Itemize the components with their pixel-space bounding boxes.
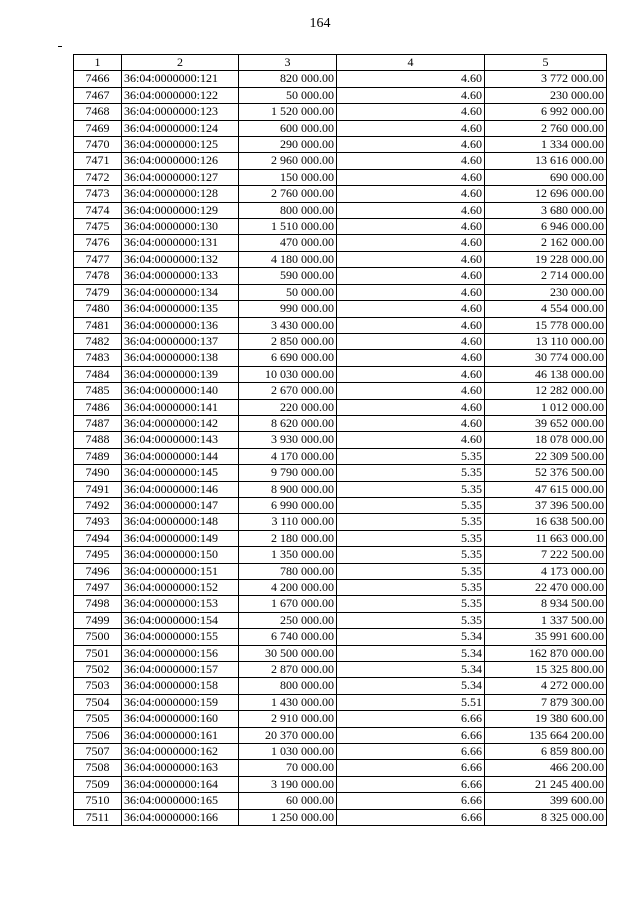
cadastral-number-cell: 36:04:0000000:145 [122,465,239,481]
value-cell: 6 740 000.00 [239,629,337,645]
row-number-cell: 7494 [74,530,122,546]
total-cell: 6 946 000.00 [485,219,607,235]
rate-cell: 6.66 [337,793,485,809]
value-cell: 250 000.00 [239,612,337,628]
value-cell: 6 990 000.00 [239,497,337,513]
rate-cell: 4.60 [337,251,485,267]
rate-cell: 5.51 [337,694,485,710]
table-row [74,383,607,399]
column-header: 3 [239,55,337,71]
rate-cell: 4.60 [337,104,485,120]
table-row [74,350,607,366]
total-cell: 19 228 000.00 [485,251,607,267]
rate-cell: 6.66 [337,809,485,825]
value-cell: 2 870 000.00 [239,662,337,678]
rate-cell: 4.60 [337,219,485,235]
total-cell: 6 992 000.00 [485,104,607,120]
row-number-cell: 7510 [74,793,122,809]
value-cell: 1 510 000.00 [239,219,337,235]
table-row [74,776,607,792]
rate-cell: 6.66 [337,776,485,792]
row-number-cell: 7502 [74,662,122,678]
data-table [73,54,607,826]
cadastral-number-cell: 36:04:0000000:138 [122,350,239,366]
table-row [74,563,607,579]
table-row [74,301,607,317]
rate-cell: 4.60 [337,350,485,366]
cadastral-number-cell: 36:04:0000000:122 [122,87,239,103]
total-cell: 18 078 000.00 [485,432,607,448]
cadastral-number-cell: 36:04:0000000:148 [122,514,239,530]
cadastral-number-cell: 36:04:0000000:154 [122,612,239,628]
row-number-cell: 7509 [74,776,122,792]
value-cell: 820 000.00 [239,71,337,87]
row-number-cell: 7467 [74,87,122,103]
total-cell: 22 470 000.00 [485,580,607,596]
table-row [74,153,607,169]
table-row [74,87,607,103]
table-row [74,137,607,153]
table-row [74,186,607,202]
rate-cell: 4.60 [337,137,485,153]
total-cell: 1 012 000.00 [485,399,607,415]
value-cell: 3 190 000.00 [239,776,337,792]
value-cell: 10 030 000.00 [239,366,337,382]
row-number-cell: 7486 [74,399,122,415]
total-cell: 46 138 000.00 [485,366,607,382]
total-cell: 13 616 000.00 [485,153,607,169]
cadastral-number-cell: 36:04:0000000:155 [122,629,239,645]
cadastral-number-cell: 36:04:0000000:134 [122,284,239,300]
value-cell: 9 790 000.00 [239,465,337,481]
cadastral-number-cell: 36:04:0000000:126 [122,153,239,169]
cadastral-number-cell: 36:04:0000000:153 [122,596,239,612]
cadastral-number-cell: 36:04:0000000:124 [122,120,239,136]
table-row [74,169,607,185]
total-cell: 399 600.00 [485,793,607,809]
cadastral-number-cell: 36:04:0000000:129 [122,202,239,218]
row-number-cell: 7471 [74,153,122,169]
cadastral-number-cell: 36:04:0000000:157 [122,662,239,678]
total-cell: 230 000.00 [485,87,607,103]
row-number-cell: 7475 [74,219,122,235]
cadastral-number-cell: 36:04:0000000:159 [122,694,239,710]
cadastral-number-cell: 36:04:0000000:125 [122,137,239,153]
row-number-cell: 7489 [74,448,122,464]
rate-cell: 5.34 [337,629,485,645]
total-cell: 2 162 000.00 [485,235,607,251]
value-cell: 3 110 000.00 [239,514,337,530]
row-number-cell: 7478 [74,268,122,284]
cadastral-number-cell: 36:04:0000000:141 [122,399,239,415]
rate-cell: 5.35 [337,563,485,579]
row-number-cell: 7469 [74,120,122,136]
rate-cell: 4.60 [337,284,485,300]
rate-cell: 6.66 [337,760,485,776]
value-cell: 3 930 000.00 [239,432,337,448]
total-cell: 47 615 000.00 [485,481,607,497]
table-row [74,678,607,694]
cadastral-number-cell: 36:04:0000000:150 [122,547,239,563]
cadastral-number-cell: 36:04:0000000:158 [122,678,239,694]
value-cell: 4 200 000.00 [239,580,337,596]
value-cell: 220 000.00 [239,399,337,415]
rate-cell: 5.35 [337,580,485,596]
total-cell: 12 282 000.00 [485,383,607,399]
table-row [74,645,607,661]
row-number-cell: 7507 [74,744,122,760]
table-row [74,415,607,431]
rate-cell: 4.60 [337,366,485,382]
column-header: 4 [337,55,485,71]
value-cell: 290 000.00 [239,137,337,153]
total-cell: 3 772 000.00 [485,71,607,87]
cadastral-number-cell: 36:04:0000000:163 [122,760,239,776]
cadastral-number-cell: 36:04:0000000:156 [122,645,239,661]
rate-cell: 4.60 [337,432,485,448]
table-row [74,514,607,530]
column-header: 2 [122,55,239,71]
value-cell: 8 900 000.00 [239,481,337,497]
table-row [74,727,607,743]
row-number-cell: 7488 [74,432,122,448]
value-cell: 990 000.00 [239,301,337,317]
row-number-cell: 7470 [74,137,122,153]
total-cell: 13 110 000.00 [485,333,607,349]
table-row [74,547,607,563]
rate-cell: 4.60 [337,415,485,431]
rate-cell: 6.66 [337,727,485,743]
table-row [74,711,607,727]
cadastral-number-cell: 36:04:0000000:143 [122,432,239,448]
rate-cell: 4.60 [337,87,485,103]
rate-cell: 5.34 [337,662,485,678]
cadastral-number-cell: 36:04:0000000:164 [122,776,239,792]
value-cell: 2 670 000.00 [239,383,337,399]
row-number-cell: 7495 [74,547,122,563]
value-cell: 50 000.00 [239,87,337,103]
cadastral-number-cell: 36:04:0000000:130 [122,219,239,235]
row-number-cell: 7473 [74,186,122,202]
cadastral-number-cell: 36:04:0000000:139 [122,366,239,382]
row-number-cell: 7483 [74,350,122,366]
row-number-cell: 7493 [74,514,122,530]
rate-cell: 5.35 [337,497,485,513]
total-cell: 22 309 500.00 [485,448,607,464]
rate-cell: 5.34 [337,645,485,661]
value-cell: 30 500 000.00 [239,645,337,661]
value-cell: 1 250 000.00 [239,809,337,825]
value-cell: 2 910 000.00 [239,711,337,727]
table-row [74,809,607,825]
value-cell: 6 690 000.00 [239,350,337,366]
row-number-cell: 7511 [74,809,122,825]
table-row [74,71,607,87]
cadastral-number-cell: 36:04:0000000:128 [122,186,239,202]
value-cell: 800 000.00 [239,202,337,218]
cadastral-number-cell: 36:04:0000000:132 [122,251,239,267]
total-cell: 4 554 000.00 [485,301,607,317]
rate-cell: 4.60 [337,317,485,333]
value-cell: 600 000.00 [239,120,337,136]
table-row [74,481,607,497]
row-number-cell: 7476 [74,235,122,251]
total-cell: 21 245 400.00 [485,776,607,792]
total-cell: 19 380 600.00 [485,711,607,727]
value-cell: 780 000.00 [239,563,337,579]
row-number-cell: 7472 [74,169,122,185]
total-cell: 230 000.00 [485,284,607,300]
cadastral-number-cell: 36:04:0000000:151 [122,563,239,579]
cadastral-number-cell: 36:04:0000000:135 [122,301,239,317]
row-number-cell: 7481 [74,317,122,333]
total-cell: 12 696 000.00 [485,186,607,202]
cadastral-number-cell: 36:04:0000000:161 [122,727,239,743]
total-cell: 35 991 600.00 [485,629,607,645]
total-cell: 6 859 800.00 [485,744,607,760]
row-number-cell: 7466 [74,71,122,87]
table-row [74,448,607,464]
column-header: 5 [485,55,607,71]
value-cell: 2 960 000.00 [239,153,337,169]
row-number-cell: 7490 [74,465,122,481]
table-row [74,760,607,776]
total-cell: 11 663 000.00 [485,530,607,546]
value-cell: 150 000.00 [239,169,337,185]
value-cell: 2 180 000.00 [239,530,337,546]
table-row [74,580,607,596]
rate-cell: 5.35 [337,612,485,628]
rate-cell: 6.66 [337,711,485,727]
rate-cell: 4.60 [337,268,485,284]
rate-cell: 5.34 [337,678,485,694]
row-number-cell: 7468 [74,104,122,120]
column-header: 1 [74,55,122,71]
table-row [74,202,607,218]
value-cell: 1 520 000.00 [239,104,337,120]
cadastral-number-cell: 36:04:0000000:144 [122,448,239,464]
total-cell: 4 272 000.00 [485,678,607,694]
rate-cell: 5.35 [337,514,485,530]
row-number-cell: 7506 [74,727,122,743]
value-cell: 2 850 000.00 [239,333,337,349]
rate-cell: 4.60 [337,153,485,169]
row-number-cell: 7498 [74,596,122,612]
row-number-cell: 7508 [74,760,122,776]
table-row [74,793,607,809]
cadastral-number-cell: 36:04:0000000:146 [122,481,239,497]
row-number-cell: 7499 [74,612,122,628]
row-number-cell: 7492 [74,497,122,513]
value-cell: 590 000.00 [239,268,337,284]
table-row [74,366,607,382]
cadastral-number-cell: 36:04:0000000:140 [122,383,239,399]
total-cell: 4 173 000.00 [485,563,607,579]
total-cell: 162 870 000.00 [485,645,607,661]
total-cell: 15 778 000.00 [485,317,607,333]
rate-cell: 4.60 [337,120,485,136]
rate-cell: 5.35 [337,481,485,497]
total-cell: 39 652 000.00 [485,415,607,431]
table-row [74,612,607,628]
cadastral-number-cell: 36:04:0000000:137 [122,333,239,349]
total-cell: 690 000.00 [485,169,607,185]
table-row [74,465,607,481]
cadastral-number-cell: 36:04:0000000:123 [122,104,239,120]
total-cell: 7 222 500.00 [485,547,607,563]
table-row [74,235,607,251]
value-cell: 1 350 000.00 [239,547,337,563]
row-number-cell: 7497 [74,580,122,596]
page-number: 164 [309,16,331,31]
table-row [74,219,607,235]
value-cell: 60 000.00 [239,793,337,809]
total-cell: 135 664 200.00 [485,727,607,743]
cadastral-number-cell: 36:04:0000000:149 [122,530,239,546]
table-row [74,744,607,760]
cadastral-number-cell: 36:04:0000000:160 [122,711,239,727]
row-number-cell: 7504 [74,694,122,710]
table-row [74,104,607,120]
total-cell: 466 200.00 [485,760,607,776]
table-row [74,662,607,678]
row-number-cell: 7477 [74,251,122,267]
value-cell: 70 000.00 [239,760,337,776]
table-row [74,694,607,710]
value-cell: 1 030 000.00 [239,744,337,760]
total-cell: 37 396 500.00 [485,497,607,513]
row-number-cell: 7482 [74,333,122,349]
value-cell: 800 000.00 [239,678,337,694]
table-row [74,251,607,267]
cadastral-number-cell: 36:04:0000000:162 [122,744,239,760]
total-cell: 1 337 500.00 [485,612,607,628]
rate-cell: 5.35 [337,530,485,546]
table-row [74,629,607,645]
rate-cell: 4.60 [337,383,485,399]
rate-cell: 5.35 [337,547,485,563]
row-number-cell: 7487 [74,415,122,431]
table-row [74,120,607,136]
row-number-cell: 7479 [74,284,122,300]
value-cell: 3 430 000.00 [239,317,337,333]
total-cell: 3 680 000.00 [485,202,607,218]
total-cell: 2 760 000.00 [485,120,607,136]
value-cell: 20 370 000.00 [239,727,337,743]
total-cell: 2 714 000.00 [485,268,607,284]
cadastral-number-cell: 36:04:0000000:131 [122,235,239,251]
value-cell: 1 430 000.00 [239,694,337,710]
rate-cell: 6.66 [337,744,485,760]
margin-mark [58,46,62,47]
table-row [74,268,607,284]
row-number-cell: 7500 [74,629,122,645]
rate-cell: 4.60 [337,333,485,349]
total-cell: 16 638 500.00 [485,514,607,530]
total-cell: 1 334 000.00 [485,137,607,153]
cadastral-number-cell: 36:04:0000000:142 [122,415,239,431]
value-cell: 470 000.00 [239,235,337,251]
rate-cell: 4.60 [337,235,485,251]
table-row [74,497,607,513]
value-cell: 1 670 000.00 [239,596,337,612]
cadastral-number-cell: 36:04:0000000:147 [122,497,239,513]
cadastral-number-cell: 36:04:0000000:152 [122,580,239,596]
row-number-cell: 7484 [74,366,122,382]
table-row [74,530,607,546]
table-row [74,333,607,349]
rate-cell: 5.35 [337,465,485,481]
row-number-cell: 7496 [74,563,122,579]
row-number-cell: 7491 [74,481,122,497]
cadastral-number-cell: 36:04:0000000:133 [122,268,239,284]
rate-cell: 4.60 [337,301,485,317]
total-cell: 52 376 500.00 [485,465,607,481]
row-number-cell: 7480 [74,301,122,317]
table-row [74,284,607,300]
cadastral-number-cell: 36:04:0000000:136 [122,317,239,333]
table-row [74,432,607,448]
row-number-cell: 7501 [74,645,122,661]
value-cell: 8 620 000.00 [239,415,337,431]
row-number-cell: 7485 [74,383,122,399]
cadastral-number-cell: 36:04:0000000:121 [122,71,239,87]
table-header-row [74,55,607,71]
rate-cell: 5.35 [337,448,485,464]
cadastral-number-cell: 36:04:0000000:165 [122,793,239,809]
rate-cell: 5.35 [337,596,485,612]
rate-cell: 4.60 [337,399,485,415]
total-cell: 7 879 300.00 [485,694,607,710]
table-row [74,596,607,612]
value-cell: 50 000.00 [239,284,337,300]
value-cell: 4 170 000.00 [239,448,337,464]
row-number-cell: 7503 [74,678,122,694]
total-cell: 8 325 000.00 [485,809,607,825]
total-cell: 30 774 000.00 [485,350,607,366]
rate-cell: 4.60 [337,186,485,202]
rate-cell: 4.60 [337,202,485,218]
cadastral-number-cell: 36:04:0000000:127 [122,169,239,185]
row-number-cell: 7474 [74,202,122,218]
table-row [74,317,607,333]
table-row [74,399,607,415]
value-cell: 2 760 000.00 [239,186,337,202]
total-cell: 8 934 500.00 [485,596,607,612]
rate-cell: 4.60 [337,71,485,87]
row-number-cell: 7505 [74,711,122,727]
rate-cell: 4.60 [337,169,485,185]
value-cell: 4 180 000.00 [239,251,337,267]
total-cell: 15 325 800.00 [485,662,607,678]
table-body [74,55,607,826]
cadastral-number-cell: 36:04:0000000:166 [122,809,239,825]
